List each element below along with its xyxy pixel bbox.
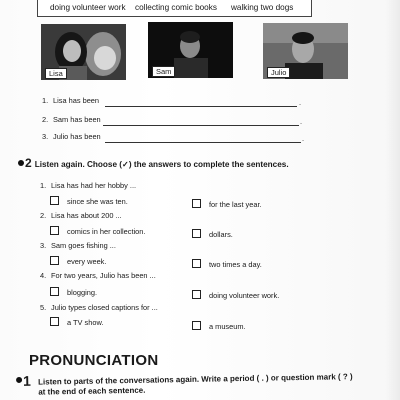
- question-item: 5. Julio types closed captions for ...: [40, 303, 158, 312]
- word-option: walking two dogs: [231, 3, 294, 12]
- checkbox[interactable]: [192, 199, 201, 208]
- checkbox[interactable]: [192, 290, 201, 299]
- question-item: 3. Sam goes fishing ...: [40, 241, 116, 250]
- question-item: 1. Lisa has had her hobby ...: [40, 181, 137, 190]
- photo-label: Sam: [152, 66, 175, 77]
- answer-option[interactable]: a museum.: [192, 321, 246, 332]
- photo-sam: [148, 22, 233, 78]
- answer-option[interactable]: doing volunteer work.: [192, 290, 279, 301]
- fill-in-item: 2. Sam has been: [42, 115, 101, 124]
- word-box: [37, 0, 312, 17]
- audio-track-icon: [16, 377, 22, 383]
- exercise-2-heading: 2 Listen again. Choose (✓) the answers to complete the sentences.: [18, 157, 289, 171]
- checkbox[interactable]: [50, 317, 59, 326]
- checkbox[interactable]: [50, 256, 59, 265]
- fill-in-item: 1. Lisa has been: [42, 96, 100, 105]
- checkbox[interactable]: [192, 321, 201, 330]
- checkbox[interactable]: [192, 229, 201, 238]
- period: .: [300, 117, 303, 126]
- answer-option[interactable]: two times a day.: [192, 259, 262, 270]
- photo-julio: [263, 23, 348, 79]
- checkbox[interactable]: [50, 226, 59, 235]
- fill-in-item: 3. Julio has been: [42, 132, 101, 141]
- answer-option[interactable]: every week.: [50, 256, 106, 267]
- page-edge-shadow: [386, 0, 400, 400]
- answer-line[interactable]: [105, 142, 301, 143]
- word-option: collecting comic books: [135, 3, 217, 12]
- checkbox[interactable]: [192, 259, 201, 268]
- section-title: PRONUNCIATION: [29, 352, 159, 369]
- checkbox[interactable]: [50, 287, 59, 296]
- audio-track-icon: [18, 160, 24, 166]
- question-item: 2. Lisa has about 200 ...: [40, 211, 122, 220]
- answer-option[interactable]: a TV show.: [50, 317, 103, 328]
- period: .: [299, 98, 302, 107]
- answer-option[interactable]: blogging.: [50, 287, 97, 298]
- photo-label: Lisa: [45, 68, 67, 79]
- answer-option[interactable]: dollars.: [192, 229, 233, 240]
- answer-option[interactable]: since she was ten.: [50, 196, 128, 207]
- answer-option[interactable]: comics in her collection.: [50, 226, 145, 237]
- pronunciation-instruction: 1 Listen to parts of the conversations again. Write a period ( . ) or question mark ( ? ) at the end of each sentence.: [16, 376, 34, 387]
- word-option: doing volunteer work: [50, 3, 126, 12]
- period: .: [302, 134, 305, 143]
- answer-line[interactable]: [103, 125, 299, 126]
- answer-option[interactable]: for the last year.: [192, 199, 262, 210]
- photo-lisa: [41, 24, 126, 80]
- checkbox[interactable]: [50, 196, 59, 205]
- answer-line[interactable]: [105, 106, 297, 107]
- photo-label: Julio: [267, 67, 290, 78]
- question-item: 4. For two years, Julio has been ...: [40, 271, 156, 280]
